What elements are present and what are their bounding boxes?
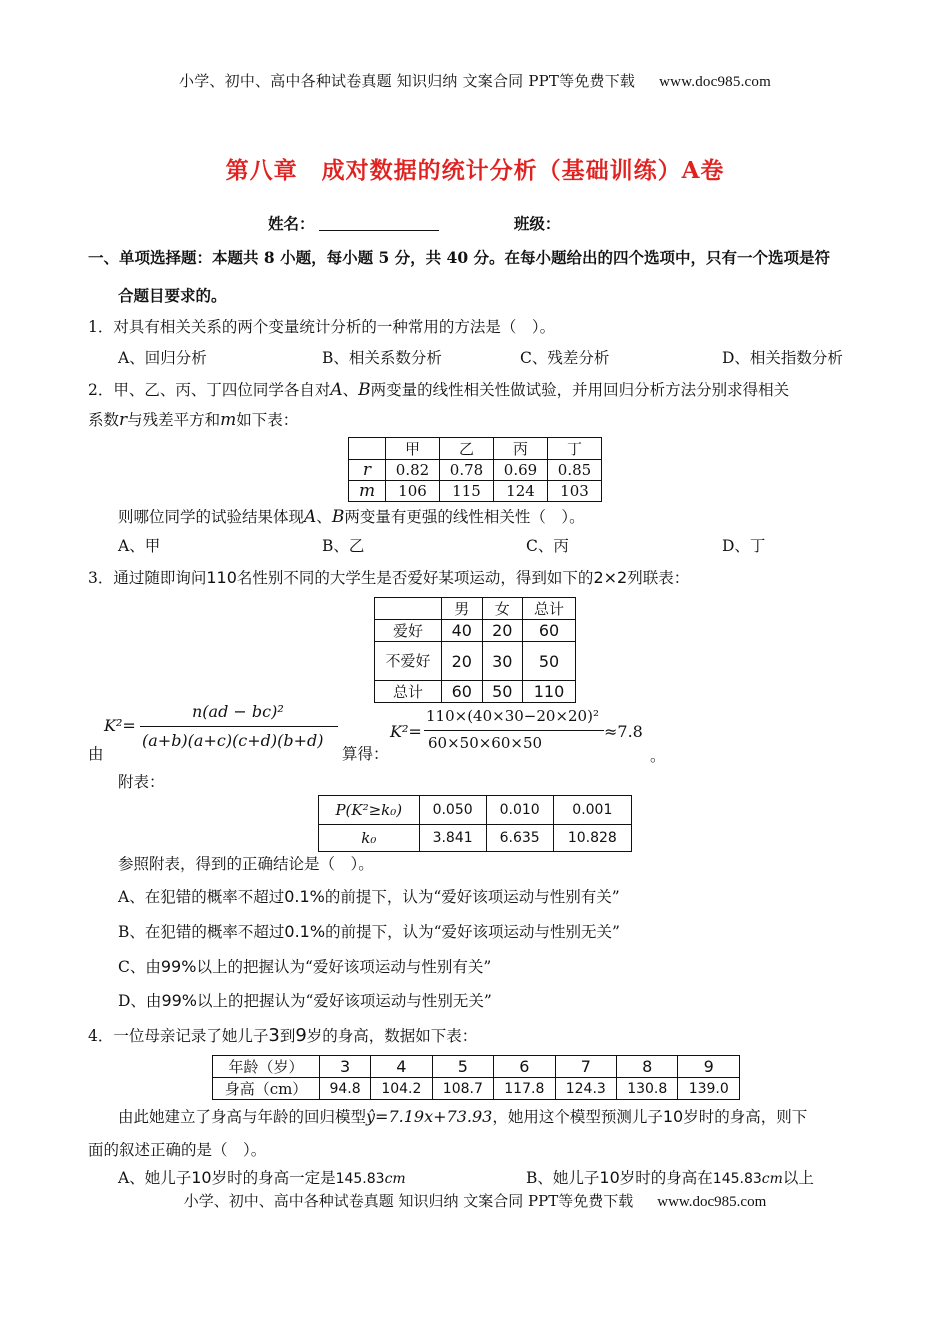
q2-stem-line1 (88, 378, 789, 400)
q2-stem-b: 两变量的线性相关性做试验，并用回归分析方法分别求得相关 (370, 381, 790, 399)
table-cell: 4 (371, 1056, 432, 1078)
q4-optA-value: 145.83 (335, 1171, 385, 1187)
q4-stem (88, 1024, 477, 1046)
k2-calc-denominator: 60×50×60×50 (428, 734, 543, 752)
q3-optC-value: 99% (160, 957, 197, 976)
table-cell: 110 (523, 681, 576, 703)
table-cell: 9 (678, 1056, 740, 1078)
q2-var-a: A (330, 380, 343, 400)
table-row (375, 598, 576, 620)
page-footer (0, 1190, 950, 1211)
footer-url[interactable]: www.doc985.com (657, 1194, 767, 1210)
q4-optA-age: 10 (191, 1168, 212, 1187)
table-cell: 7 (555, 1056, 616, 1078)
table-cell: 6 (494, 1056, 555, 1078)
q4-optA-b: 岁时的身高一定是 (211, 1169, 336, 1187)
table-cell: 甲 (386, 438, 440, 460)
table-cell: 乙 (440, 438, 494, 460)
table-cell: 106 (386, 481, 440, 502)
k2-calc-result: ≈7.8 (604, 722, 643, 741)
q2-option-b[interactable]: B、乙 (322, 537, 365, 555)
k2-formula-denominator: (a+b)(a+c)(c+d)(b+d) (142, 731, 324, 750)
name-blank (319, 216, 439, 231)
table-cell: 总计 (375, 681, 442, 703)
q3-stem-c: 列联表： (627, 569, 690, 587)
q3-calc-label: 算得： (342, 745, 389, 763)
q3-stem-b: 名性别不同的大学生是否爱好某项运动，得到如下的 (236, 569, 594, 587)
table-cell: 0.001 (553, 796, 631, 825)
table-cell: 不爱好 (375, 642, 442, 681)
q2-stem-e: 如下表： (236, 411, 299, 429)
q4-optB-c: 以上 (782, 1169, 814, 1187)
q4-stem-b: 到 (279, 1027, 296, 1045)
q4-from: 3 (268, 1025, 280, 1046)
q2-stem-c: 系数 (88, 411, 120, 429)
q4-optB-unit: cm (761, 1171, 783, 1187)
table-cell: 50 (482, 681, 523, 703)
table-row (213, 1056, 740, 1078)
table-row (375, 681, 576, 703)
table-cell: 总计 (523, 598, 576, 620)
table-cell: 0.78 (440, 460, 494, 481)
q4-line2: 面的叙述正确的是（ ）。 (88, 1141, 267, 1159)
q1-option-c[interactable]: C、残差分析 (520, 349, 610, 367)
q4-line1-a: 由此她建立了身高与年龄的回归模型 (118, 1108, 367, 1126)
table-cell: 3.841 (419, 825, 486, 852)
q2-var-r: r (119, 410, 128, 430)
table-row (375, 620, 576, 642)
footer-text: 小学、初中、高中各种试卷真题 知识归纳 文案合同 PPT等免费下载 (183, 1192, 634, 1210)
q4-regression-model: ŷ=7.19x+73.93 (366, 1107, 493, 1126)
table-cell: 0.010 (486, 796, 553, 825)
q4-option-a[interactable] (118, 1166, 406, 1188)
table-cell: 50 (523, 642, 576, 681)
q3-ask: 参照附表，得到的正确结论是（ ）。 (118, 855, 374, 873)
table-cell: 0.82 (386, 460, 440, 481)
page-header (0, 70, 950, 91)
q1-option-d[interactable]: D、相关指数分析 (722, 349, 843, 367)
q3-optD-a: D、由 (118, 992, 162, 1010)
q3-optD-value: 99% (161, 991, 197, 1010)
q2-after-a: 则哪位同学的试验结果体现 (118, 508, 305, 526)
q4-optB-a: B、她儿子 (526, 1169, 600, 1187)
q4-optB-value: 145.83 (712, 1171, 762, 1187)
k2-formula-fraction-bar (140, 726, 338, 727)
table-row (349, 481, 602, 502)
q3-option-b[interactable] (118, 920, 620, 942)
q2-var-b: B (358, 380, 371, 400)
table-cell: 124.3 (555, 1078, 616, 1100)
info-row (268, 212, 560, 234)
q2-table (348, 437, 602, 502)
section1-line1: 一、单项选择题：本题共 8 小题，每小题 5 分，共 40 分。在每小题给出的四个选项中，只有一个选项是符 (88, 248, 831, 267)
table-cell: 0.85 (548, 460, 602, 481)
table-row (319, 825, 632, 852)
q4-line1 (118, 1105, 807, 1127)
q3-option-c[interactable] (118, 955, 491, 977)
table-cell: 女 (482, 598, 523, 620)
q3-optB-a: B、在犯错的概率不超过 (118, 923, 285, 941)
table-cell: m (349, 481, 386, 502)
q4-to: 9 (295, 1025, 307, 1046)
table-cell: 115 (440, 481, 494, 502)
table-cell: 男 (442, 598, 483, 620)
table-cell: 139.0 (678, 1078, 740, 1100)
q4-line1-b: ，她用这个模型预测儿子 (492, 1108, 663, 1126)
table-cell: 60 (523, 620, 576, 642)
table-cell: 10.828 (553, 825, 631, 852)
q3-critical-value-table (318, 795, 632, 852)
q3-option-d[interactable] (118, 989, 492, 1011)
q3-by: 由 (88, 745, 104, 763)
q3-optA-b: 的前提下，认为“爱好该项运动与性别有关” (324, 888, 620, 906)
table-cell: 丙 (494, 438, 548, 460)
q3-period: 。 (650, 747, 666, 765)
q3-optD-b: 以上的把握认为“爱好该项运动与性别无关” (197, 992, 492, 1010)
q3-stem (88, 566, 689, 588)
q2-var-b-2: B (331, 507, 345, 527)
table-cell: 130.8 (617, 1078, 678, 1100)
table-cell: 94.8 (320, 1078, 371, 1100)
name-label: 姓名： (268, 214, 315, 233)
q1-stem: 1．对具有相关关系的两个变量统计分析的一种常用的方法是（ ）。 (88, 318, 556, 336)
q2-var-a-2: A (304, 507, 317, 527)
q3-option-a[interactable] (118, 885, 620, 907)
q4-height-table (212, 1055, 740, 1100)
q2-sep-2: 、 (316, 508, 332, 526)
q4-line1-c: 岁时的身高，则下 (683, 1108, 808, 1126)
q2-stem-d: 与残差平方和 (127, 411, 221, 429)
header-text: 小学、初中、高中各种试卷真题 知识归纳 文案合同 PPT等免费下载 (179, 72, 636, 90)
table-cell: 40 (442, 620, 483, 642)
q4-stem-a: 4．一位母亲记录了她儿子 (88, 1027, 269, 1045)
table-cell: 0.050 (419, 796, 486, 825)
table-cell: r (349, 460, 386, 481)
q3-stem-a: 3．通过随即询问 (88, 569, 207, 587)
table-row (375, 642, 576, 681)
k2-calc-fraction-bar (424, 730, 604, 731)
q3-contingency-table (374, 597, 576, 703)
table-cell (349, 438, 386, 460)
q2-option-d[interactable]: D、丁 (722, 537, 766, 555)
table-row (319, 796, 632, 825)
table-row (349, 460, 602, 481)
q3-appendix-label: 附表： (118, 773, 165, 791)
q2-stem-line2 (88, 408, 298, 430)
table-cell: 117.8 (494, 1078, 555, 1100)
table-cell: 20 (482, 620, 523, 642)
q3-optB-b: 的前提下，认为“爱好该项运动与性别无关” (325, 923, 620, 941)
table-cell: 108.7 (432, 1078, 493, 1100)
k2-calc-numerator: 110×(40×30−20×20)² (426, 707, 599, 725)
table-row (349, 438, 602, 460)
q2-option-c[interactable]: C、丙 (526, 537, 569, 555)
q4-optA-unit: cm (384, 1171, 406, 1187)
q4-option-b[interactable] (526, 1166, 814, 1188)
class-label: 班级： (513, 214, 561, 233)
q4-age10: 10 (662, 1107, 684, 1126)
table-cell: 丁 (548, 438, 602, 460)
table-cell: 8 (617, 1056, 678, 1078)
q4-stem-c: 岁的身高，数据如下表： (306, 1027, 478, 1045)
table-cell: 124 (494, 481, 548, 502)
header-url[interactable]: www.doc985.com (659, 74, 771, 90)
table-cell: 爱好 (375, 620, 442, 642)
q4-optA-a: A、她儿子 (118, 1169, 192, 1187)
q3-optA-a: A、在犯错的概率不超过 (118, 888, 285, 906)
table-cell: 104.2 (371, 1078, 432, 1100)
q3-n: 110 (206, 568, 237, 587)
q2-stem-a: 2．甲、乙、丙、丁四位同学各自对 (88, 381, 331, 399)
table-row (213, 1078, 740, 1100)
q3-optC-a: C、由 (118, 958, 161, 976)
q3-optB-value: 0.1% (284, 922, 326, 941)
table-cell (375, 598, 442, 620)
table-cell: 0.69 (494, 460, 548, 481)
k2-formula-numerator: n(ad − bc)² (192, 702, 284, 721)
q2-option-a[interactable]: A、甲 (118, 537, 161, 555)
q4-optB-age: 10 (599, 1168, 620, 1187)
table-cell: 5 (432, 1056, 493, 1078)
k2-formula-lhs: K²= (104, 716, 136, 735)
q3-dim: 2×2 (593, 568, 628, 587)
q1-option-b[interactable]: B、相关系数分析 (322, 349, 442, 367)
q1-option-a[interactable]: A、回归分析 (118, 349, 207, 367)
q2-after-b: 两变量有更强的线性相关性（ ）。 (344, 508, 585, 526)
table-cell: 103 (548, 481, 602, 502)
document-title: 第八章 成对数据的统计分析（基础训练）A卷 (225, 157, 725, 184)
q2-var-m: m (220, 410, 237, 430)
q3-optC-b: 以上的把握认为“爱好该项运动与性别有关” (196, 958, 492, 976)
q2-sep: 、 (342, 381, 359, 399)
table-cell: 6.635 (486, 825, 553, 852)
table-cell: k₀ (319, 825, 420, 852)
table-cell: 身高（cm） (213, 1078, 320, 1100)
q4-optB-b: 岁时的身高在 (619, 1169, 713, 1187)
k2-calc-lhs: K²= (390, 722, 422, 741)
table-cell: 20 (442, 642, 483, 681)
section1-line2: 合题目要求的。 (118, 286, 227, 305)
table-cell: P(K²≥k₀) (319, 796, 420, 825)
q2-question (118, 505, 585, 527)
q3-optA-value: 0.1% (284, 887, 325, 906)
table-cell: 年龄（岁） (213, 1056, 320, 1078)
table-cell: 60 (442, 681, 483, 703)
table-cell: 3 (320, 1056, 371, 1078)
table-cell: 30 (482, 642, 523, 681)
